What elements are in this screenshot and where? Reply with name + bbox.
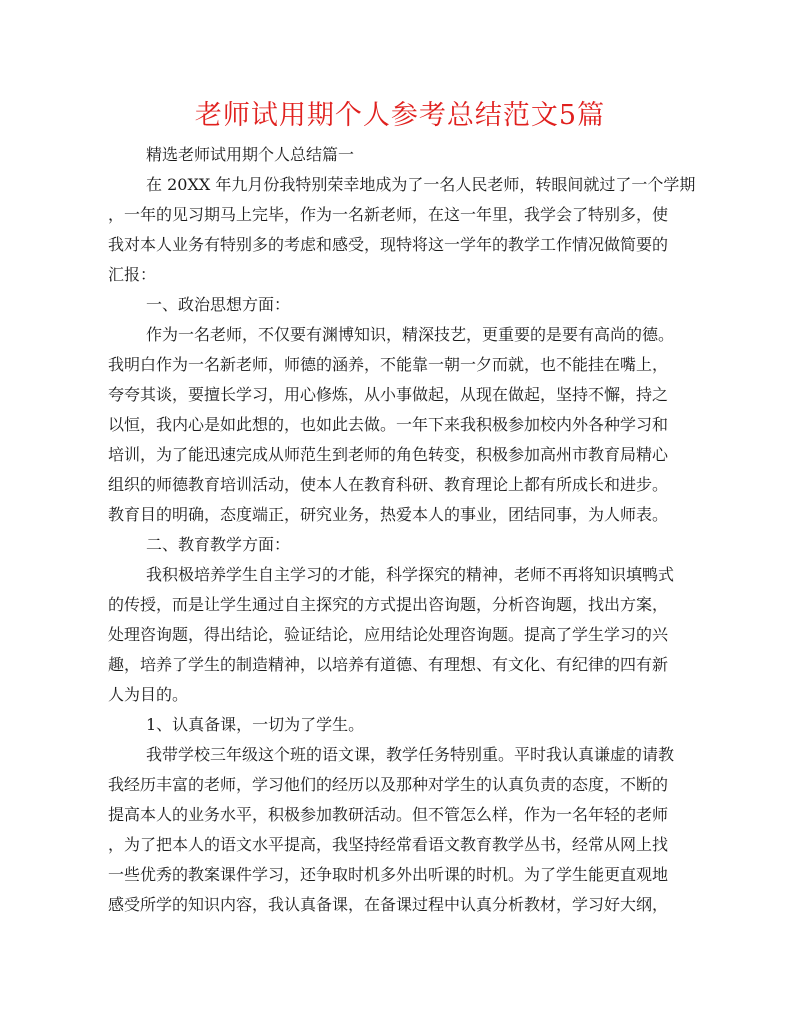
paragraph-line: 组织的师德教育培训活动，使本人在教育科研、教育理论上都有所成长和进步。 xyxy=(108,475,669,494)
paragraph-line: 在 20XX 年九月份我特别荣幸地成为了一名人民老师，转眼间就过了一个学期 xyxy=(146,175,696,194)
paragraph-line: 一些优秀的教案课件学习，还争取时机多外出听课的时机。为了学生能更直观地 xyxy=(108,865,669,884)
paragraph-line: 作为一名老师，不仅要有渊博知识，精深技艺，更重要的是要有高尚的德。 xyxy=(146,325,675,344)
paragraph-line: 以恒，我内心是如此想的，也如此去做。一年下来我积极参加校内外各种学习和 xyxy=(108,415,669,434)
paragraph-line: 培训，为了能迅速完成从师范生到老师的角色转变，积极参加高州市教育局精心 xyxy=(108,445,669,464)
paragraph-line: 汇报： xyxy=(108,265,157,284)
document-title: 老师试用期个人参考总结范文5篇 xyxy=(194,100,606,131)
paragraph-line: 感受所学的知识内容，我认真备课，在备课过程中认真分析教材，学习好大纲， xyxy=(108,895,669,914)
paragraph-line: 人为目的。 xyxy=(108,685,189,704)
paragraph-line: 我明白作为一名新老师，师德的涵养，不能靠一朝一夕而就，也不能挂在嘴上， xyxy=(108,355,669,374)
section-heading: 二、教育教学方面： xyxy=(146,535,291,554)
paragraph-line: 我经历丰富的老师，学习他们的经历以及那种对学生的认真负责的态度，不断的 xyxy=(108,775,669,794)
section-heading: 1、认真备课，一切为了学生。 xyxy=(146,715,365,734)
paragraph-line: 的传授，而是让学生通过自主探究的方式提出咨询题，分析咨询题，找出方案， xyxy=(108,595,669,614)
paragraph-line: 我对本人业务有特别多的考虑和感受，现特将这一学年的教学工作情况做简要的 xyxy=(108,235,669,254)
section-heading: 一、政治思想方面： xyxy=(146,295,291,314)
paragraph-line: ，为了把本人的语文水平提高，我坚持经常看语文教育教学丛书，经常从网上找 xyxy=(108,835,669,854)
paragraph-line: 趣，培养了学生的制造精神，以培养有道德、有理想、有文化、有纪律的四有新 xyxy=(108,655,669,674)
paragraph-line: ，一年的见习期马上完毕，作为一名新老师，在这一年里，我学会了特别多，使 xyxy=(108,205,669,224)
paragraph-line: 处理咨询题，得出结论，验证结论，应用结论处理咨询题。提高了学生学习的兴 xyxy=(108,625,669,644)
paragraph-line: 夸夸其谈，要擅长学习，用心修炼，从小事做起，从现在做起，坚持不懈，持之 xyxy=(108,385,669,404)
paragraph-line: 我带学校三年级这个班的语文课，教学任务特别重。平时我认真谦虚的请教 xyxy=(146,745,675,764)
section-heading: 精选老师试用期个人总结篇一 xyxy=(146,145,355,164)
paragraph-line: 我积极培养学生自主学习的才能，科学探究的精神，老师不再将知识填鸭式 xyxy=(146,565,675,584)
paragraph-line: 提高本人的业务水平，积极参加教研活动。但不管怎么样，作为一名年轻的老师 xyxy=(108,805,669,824)
document-body xyxy=(108,140,698,920)
paragraph-line: 教育目的明确，态度端正，研究业务，热爱本人的事业，团结同事，为人师表。 xyxy=(108,505,669,524)
